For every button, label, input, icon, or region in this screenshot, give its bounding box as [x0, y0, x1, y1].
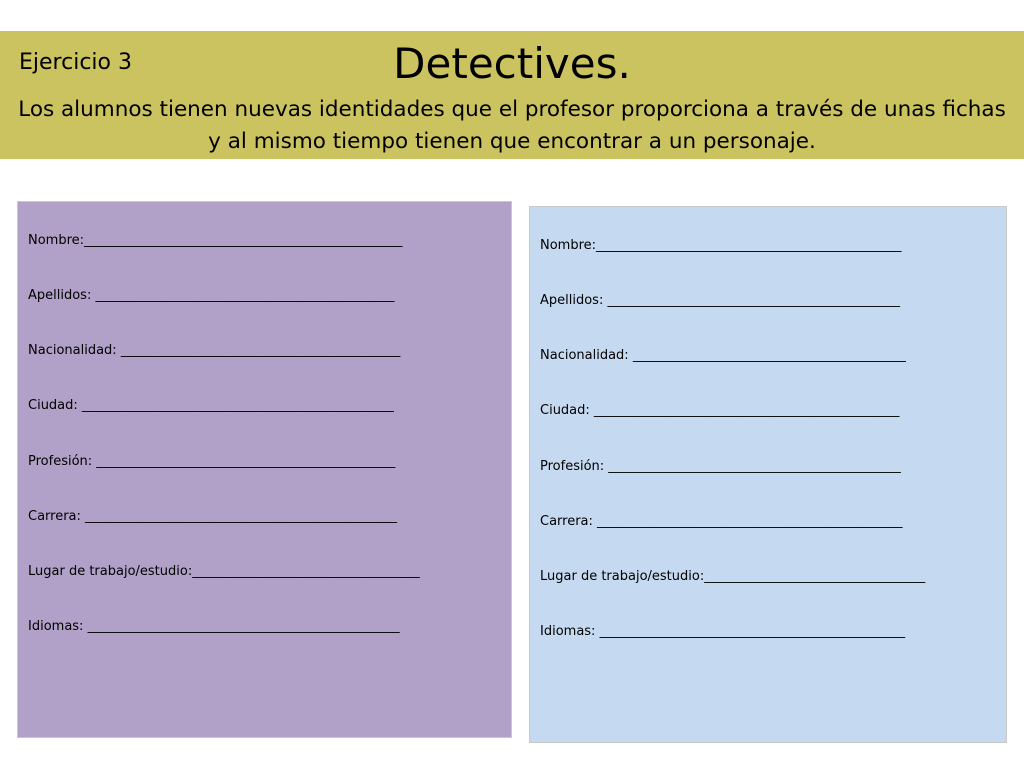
slide-description: Los alumnos tienen nuevas identidades que el profesor proporciona a través de unas fichas y al mismo tiempo tienen que encontrar a un personaje. — [18, 97, 1006, 154]
field-nombre: Nombre:_________________________________________________ — [28, 233, 403, 248]
field-ciudad: Ciudad: ________________________________________________ — [28, 398, 394, 413]
exercise-label: Ejercicio 3 — [19, 50, 132, 75]
field-idiomas: Idiomas: ________________________________________________ — [28, 619, 400, 634]
slide-title: Detectives. — [393, 39, 631, 88]
field-idiomas: Idiomas: _______________________________________________ — [540, 624, 906, 639]
field-profesion: Profesión: ______________________________________________ — [28, 454, 396, 469]
field-profesion: Profesión: _____________________________________________ — [540, 459, 901, 474]
field-nacionalidad: Nacionalidad: ___________________________________________ — [28, 343, 401, 358]
field-carrera: Carrera: ________________________________________________ — [28, 509, 398, 524]
field-lugar-trabajo-estudio: Lugar de trabajo/estudio:__________________________________ — [540, 569, 926, 584]
identity-card-right — [529, 206, 1007, 743]
field-nombre: Nombre:_______________________________________________ — [540, 238, 902, 253]
field-ciudad: Ciudad: _______________________________________________ — [540, 403, 900, 418]
field-lugar-trabajo-estudio: Lugar de trabajo/estudio:___________________________________ — [28, 564, 420, 579]
identity-card-left — [17, 201, 512, 738]
field-nacionalidad: Nacionalidad: __________________________________________ — [540, 348, 906, 363]
field-apellidos: Apellidos: ______________________________________________ — [28, 288, 395, 303]
field-apellidos: Apellidos: _____________________________________________ — [540, 293, 900, 308]
field-carrera: Carrera: _______________________________________________ — [540, 514, 903, 529]
